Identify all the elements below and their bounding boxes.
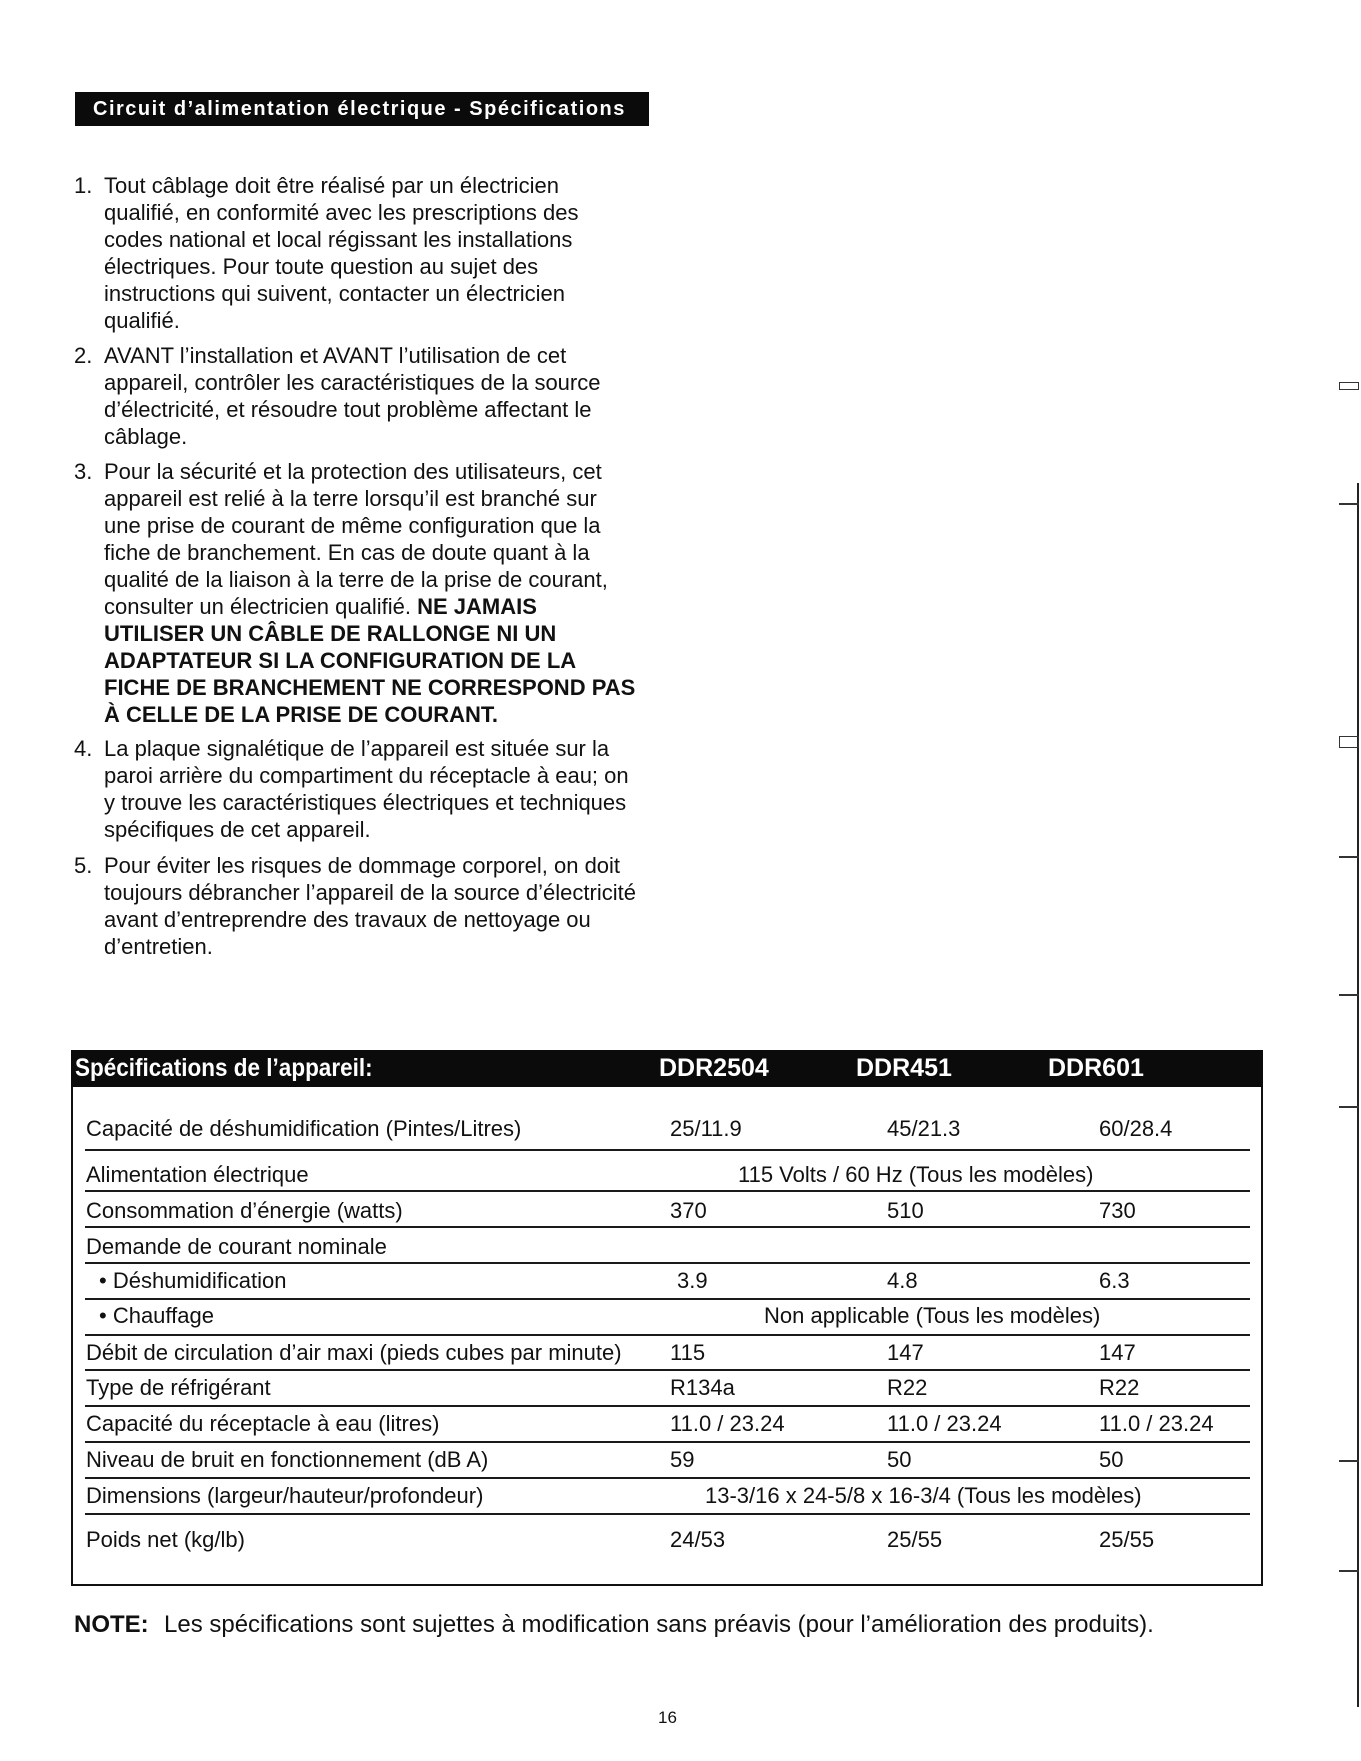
spec-value-all-models: Non applicable (Tous les modèles) xyxy=(764,1303,1101,1328)
spec-row-dehumidification-capacity xyxy=(0,1116,1361,1142)
item-number: 4. xyxy=(74,736,93,761)
scan-artifact xyxy=(1339,856,1359,858)
item-line: spécifiques de cet appareil. xyxy=(104,817,371,842)
spec-value-ddr601: 147 xyxy=(1099,1340,1136,1365)
item-line-normal: consulter un électricien qualifié. xyxy=(104,594,411,619)
row-divider xyxy=(85,1262,1250,1264)
model-header-ddr601: DDR601 xyxy=(1048,1054,1144,1082)
scan-artifact xyxy=(1339,1460,1359,1462)
item-line: électriques. Pour toute question au sujet des xyxy=(104,254,539,279)
spec-value-ddr601: 6.3 xyxy=(1099,1268,1130,1293)
item-text xyxy=(104,735,654,843)
spec-row-noise-level xyxy=(0,1447,1361,1473)
specifications-title: Spécifications de l’appareil: xyxy=(75,1054,373,1082)
spec-label: Dimensions (largeur/hauteur/profondeur) xyxy=(86,1483,484,1508)
item-line: Pour éviter les risques de dommage corporel, on doit xyxy=(104,853,621,878)
item-line: qualité de la liaison à la terre de la prise de courant, xyxy=(104,567,608,592)
spec-row-power-supply xyxy=(0,1162,1361,1188)
scan-artifact xyxy=(1339,503,1359,505)
scan-artifact xyxy=(1339,1570,1359,1572)
spec-value-ddr451: 11.0 / 23.24 xyxy=(887,1411,1002,1436)
spec-row-dimensions xyxy=(0,1483,1361,1509)
item-mixed-line xyxy=(104,593,654,620)
spec-value-ddr601: 11.0 / 23.24 xyxy=(1099,1411,1214,1436)
spec-value-all-models: 115 Volts / 60 Hz (Tous les modèles) xyxy=(738,1162,1094,1187)
spec-value-ddr601: 50 xyxy=(1099,1447,1124,1472)
spec-label: Type de réfrigérant xyxy=(86,1375,271,1400)
spec-value-ddr2504: 24/53 xyxy=(670,1527,726,1552)
item-line: appareil est relié à la terre lorsqu’il est branché sur xyxy=(104,486,597,511)
item-number: 1. xyxy=(74,173,93,198)
item-line: appareil, contrôler les caractéristiques de la source xyxy=(104,370,601,395)
item-line: codes national et local régissant les installations xyxy=(104,227,573,252)
spec-value-ddr2504: 3.9 xyxy=(677,1268,708,1293)
item-line: qualifié. xyxy=(104,308,180,333)
spec-row-power-consumption xyxy=(0,1198,1361,1224)
warning-line: FICHE DE BRANCHEMENT NE CORRESPOND PAS xyxy=(104,675,636,700)
item-number: 3. xyxy=(74,459,93,484)
row-divider xyxy=(85,1513,1250,1515)
item-line: La plaque signalétique de l’appareil est située sur la xyxy=(104,736,610,761)
warning-text: NE JAMAIS xyxy=(417,594,537,619)
spec-row-current-heating xyxy=(0,1303,1361,1329)
spec-value-ddr601: 730 xyxy=(1099,1198,1136,1223)
item-line: instructions qui suivent, contacter un électricien xyxy=(104,281,566,306)
spec-value-ddr2504: R134a xyxy=(670,1375,735,1400)
warning-line: ADAPTATEUR SI LA CONFIGURATION DE LA xyxy=(104,648,577,673)
spec-value-ddr601: 60/28.4 xyxy=(1099,1116,1173,1141)
item-line: qualifié, en conformité avec les prescriptions des xyxy=(104,200,579,225)
spec-value-ddr601: R22 xyxy=(1099,1375,1140,1400)
specifications-table-header xyxy=(71,1050,1263,1087)
item-line: toujours débrancher l’appareil de la source d’électricité xyxy=(104,880,636,905)
item-line: une prise de courant de même configuration que la xyxy=(104,513,601,538)
item-line: avant d’entreprendre des travaux de nettoyage ou xyxy=(104,907,591,932)
model-header-ddr451: DDR451 xyxy=(856,1054,952,1082)
note-label: NOTE: xyxy=(74,1611,149,1638)
spec-label: Capacité du réceptacle à eau (litres) xyxy=(86,1411,440,1436)
spec-value-ddr451: 45/21.3 xyxy=(887,1116,961,1141)
spec-row-water-bucket xyxy=(0,1411,1361,1437)
spec-value-ddr451: 4.8 xyxy=(887,1268,918,1293)
spec-value-ddr451: 25/55 xyxy=(887,1527,943,1552)
item-line: Pour la sécurité et la protection des utilisateurs, cet xyxy=(104,459,602,484)
row-divider xyxy=(85,1477,1250,1479)
spec-label: Demande de courant nominale xyxy=(86,1234,387,1259)
spec-row-refrigerant xyxy=(0,1375,1361,1401)
scan-artifact xyxy=(1339,1106,1359,1108)
item-number: 2. xyxy=(74,343,93,368)
spec-label: Niveau de bruit en fonctionnement (dB A) xyxy=(86,1447,489,1472)
spec-label: • Déshumidification xyxy=(99,1268,287,1293)
item-line: y trouve les caractéristiques électriques et techniques xyxy=(104,790,627,815)
spec-label: Consommation d’énergie (watts) xyxy=(86,1198,403,1223)
item-line: d’électricité, et résoudre tout problème affectant le xyxy=(104,397,592,422)
spec-value-ddr2504: 25/11.9 xyxy=(670,1116,742,1141)
row-divider xyxy=(85,1149,1250,1151)
row-divider xyxy=(85,1441,1250,1443)
spec-row-rated-current xyxy=(0,1234,1361,1260)
item-line: d’entretien. xyxy=(104,934,213,959)
spec-value-ddr2504: 370 xyxy=(670,1198,707,1223)
spec-value-ddr451: 50 xyxy=(887,1447,912,1472)
row-divider xyxy=(85,1298,1250,1300)
item-text xyxy=(104,172,654,334)
item-number: 5. xyxy=(74,853,93,878)
spec-row-current-dehumidification xyxy=(0,1268,1361,1294)
spec-value-ddr2504: 59 xyxy=(670,1447,695,1472)
spec-label: • Chauffage xyxy=(99,1303,214,1328)
spec-value-ddr2504: 11.0 / 23.24 xyxy=(670,1411,785,1436)
model-header-ddr2504: DDR2504 xyxy=(659,1054,769,1082)
spec-row-net-weight xyxy=(0,1527,1361,1553)
spec-value-ddr451: 510 xyxy=(887,1198,924,1223)
scan-edge-line xyxy=(1357,483,1359,1707)
scan-artifact xyxy=(1339,994,1359,996)
spec-label: Poids net (kg/lb) xyxy=(86,1527,245,1552)
row-divider xyxy=(85,1334,1250,1336)
spec-value-all-models: 13-3/16 x 24-5/8 x 16-3/4 (Tous les modèles) xyxy=(705,1483,1142,1508)
spec-label: Capacité de déshumidification (Pintes/Litres) xyxy=(86,1116,522,1141)
page-number: 16 xyxy=(658,1708,677,1727)
spec-value-ddr451: R22 xyxy=(887,1375,928,1400)
item-text xyxy=(104,852,654,960)
note-text: Les spécifications sont sujettes à modification sans préavis (pour l’amélioration des produits). xyxy=(164,1611,1154,1638)
row-divider xyxy=(85,1190,1250,1192)
spec-row-airflow xyxy=(0,1340,1361,1366)
spec-value-ddr601: 25/55 xyxy=(1099,1527,1155,1552)
spec-value-ddr2504: 115 xyxy=(670,1340,706,1365)
spec-label: Débit de circulation d’air maxi (pieds cubes par minute) xyxy=(86,1340,622,1365)
warning-line: À CELLE DE LA PRISE DE COURANT. xyxy=(104,702,498,727)
scan-artifact xyxy=(1339,736,1359,748)
spec-value-ddr451: 147 xyxy=(887,1340,924,1365)
section-header: Circuit d’alimentation électrique - Spécifications xyxy=(75,92,649,126)
scan-artifact xyxy=(1339,382,1359,390)
spec-label: Alimentation électrique xyxy=(86,1162,309,1187)
item-text xyxy=(104,342,654,450)
row-divider xyxy=(85,1405,1250,1407)
item-line: fiche de branchement. En cas de doute quant à la xyxy=(104,540,590,565)
item-line: Tout câblage doit être réalisé par un électricien xyxy=(104,173,559,198)
warning-line: UTILISER UN CÂBLE DE RALLONGE NI UN xyxy=(104,621,557,646)
item-text xyxy=(104,458,654,728)
item-line: AVANT l’installation et AVANT l’utilisation de cet xyxy=(104,343,567,368)
item-line: câblage. xyxy=(104,424,188,449)
item-line: paroi arrière du compartiment du réceptacle à eau; on xyxy=(104,763,629,788)
row-divider xyxy=(85,1369,1250,1371)
row-divider xyxy=(85,1226,1250,1228)
